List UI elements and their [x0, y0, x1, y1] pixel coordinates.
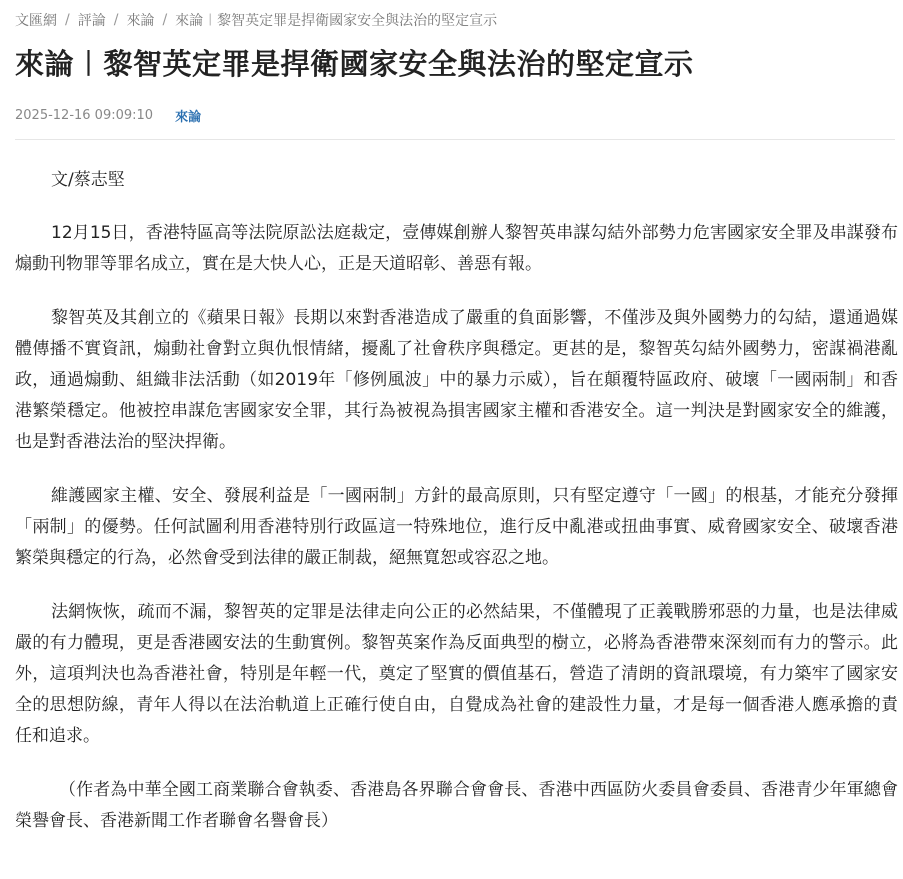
- breadcrumb-separator: /: [113, 12, 119, 28]
- author-line: 文/蔡志堅: [51, 170, 125, 190]
- article-paragraph: 黎智英及其創立的《蘋果日報》長期以來對香港造成了嚴重的負面影響，不僅涉及與外國勢力的勾結，還通過媒體傳播不實資訊，煽動社會對立與仇恨情緒，擾亂了社會秩序與穩定。更甚的是，黎智英勾結外國勢力，密謀禍港亂政，通過煽動、組織非法活動（如2019年「修例風波」中的暴力示威），旨在顛覆特區政府、破壞「一國兩制」和香港繁榮穩定。他被控串謀危害國家安全罪，其行為被視為損害國家主權和香港安全。這一判決是對國家安全的維護，也是對香港法治的堅決捍衛。: [15, 308, 898, 452]
- breadcrumb-separator: /: [162, 12, 168, 28]
- article-paragraph: 法網恢恢，疏而不漏，黎智英的定罪是法律走向公正的必然結果，不僅體現了正義戰勝邪惡的力量，也是法律威嚴的有力體現，更是香港國安法的生動實例。黎智英案作為反面典型的樹立，必將為香港帶來深刻而有力的警示。此外，這項判決也為香港社會，特別是年輕一代，奠定了堅實的價值基石，營造了清朗的資訊環境，有力築牢了國家安全的思想防線，青年人得以在法治軌道上正確行使自由，自覺成為社會的建設性力量，才是每一個香港人應承擔的責任和追求。: [15, 602, 898, 746]
- article-paragraph: 維護國家主權、安全、發展利益是「一國兩制」方針的最高原則，只有堅定遵守「一國」的根基，才能充分發揮「兩制」的優勢。任何試圖利用香港特別行政區這一特殊地位，進行反中亂港或扭曲事實、威脅國家安全、破壞香港繁榮與穩定的行為，必然會受到法律的嚴正制裁，絕無寬恕或容忍之地。: [15, 486, 898, 568]
- divider: [15, 139, 895, 140]
- article-meta: [15, 105, 895, 125]
- author-bio: （作者為中華全國工商業聯合會執委、香港島各界聯合會會長、香港中西區防火委員會委員、香港青少年軍總會榮譽會長、香港新聞工作者聯會名譽會長）: [15, 780, 898, 831]
- article-title: 來論︱黎智英定罪是捍衛國家安全與法治的堅定宣示: [15, 47, 694, 81]
- breadcrumb-separator: /: [65, 12, 70, 28]
- breadcrumb: [15, 0, 895, 30]
- breadcrumb-item-contributions[interactable]: 來論: [126, 13, 155, 29]
- publish-date: 2025-12-16 09:09:10: [15, 107, 154, 123]
- article-body: [15, 165, 898, 837]
- breadcrumb-item-commentary[interactable]: 評論: [77, 13, 106, 29]
- breadcrumb-item-home[interactable]: 文匯網: [15, 13, 57, 29]
- article-paragraph: 12月15日，香港特區高等法院原訟法庭裁定，壹傳媒創辦人黎智英串謀勾結外部勢力危害國家安全罪及串謀發布煽動刊物罪等罪名成立，實在是大快人心，正是天道昭彰、善惡有報。: [15, 223, 898, 274]
- category-link[interactable]: 來論: [175, 109, 202, 125]
- breadcrumb-item-current: 來論︱黎智英定罪是捍衛國家安全與法治的堅定宣示: [175, 13, 498, 29]
